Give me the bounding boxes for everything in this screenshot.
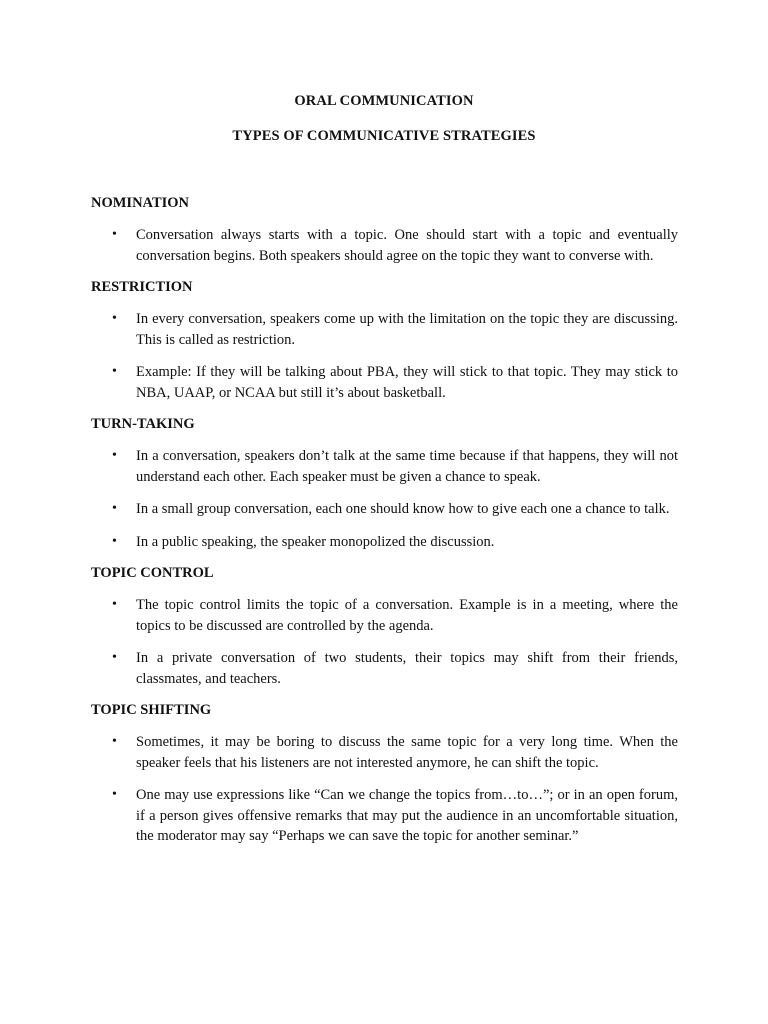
- document-title: ORAL COMMUNICATION: [294, 93, 474, 109]
- bullet-icon: •: [112, 501, 117, 516]
- section-heading: TURN-TAKING: [91, 416, 195, 432]
- bullet-text: In a public speaking, the speaker monopolized the discussion.: [136, 533, 495, 550]
- section-turn-taking: [91, 415, 678, 552]
- bullet-text: Sometimes, it may be boring to discuss the same topic for a very long time. When the speaker feels that his listeners are not interested anymore, he can shift the topic.: [136, 734, 678, 771]
- bullet-item: [91, 446, 678, 487]
- bullet-text: In a conversation, speakers don’t talk at the same time because if that happens, they will not understand each other. Each speaker must be given a chance to speak.: [136, 448, 678, 485]
- bullet-icon: •: [112, 227, 117, 242]
- bullet-text: One may use expressions like “Can we change the topics from…to…”; or in an open forum, if a person gives offensive remarks that may put the audience in an uncomfortable situation, the moderator may say “Perhaps we can save the topic for another seminar.”: [136, 787, 678, 844]
- section-heading: TOPIC SHIFTING: [91, 702, 212, 718]
- bullet-text: In every conversation, speakers come up with the limitation on the topic they are discussing. This is called as restriction.: [136, 311, 678, 348]
- bullet-list: [91, 225, 678, 266]
- section-nomination: [91, 194, 678, 266]
- bullet-item: [91, 648, 678, 689]
- bullet-item: [91, 309, 678, 350]
- section-heading: TOPIC CONTROL: [91, 565, 214, 581]
- bullet-icon: •: [112, 364, 117, 379]
- bullet-item: [91, 732, 678, 773]
- bullet-icon: •: [112, 787, 117, 802]
- bullet-item: [91, 499, 678, 520]
- section-restriction: [91, 278, 678, 403]
- bullet-text: Conversation always starts with a topic. One should start with a topic and eventually conversation begins. Both speakers should agree on the topic they want to converse with.: [136, 227, 678, 264]
- document-body: [91, 194, 678, 859]
- bullet-list: [91, 446, 678, 552]
- bullet-item: [91, 225, 678, 266]
- bullet-icon: •: [112, 734, 117, 749]
- bullet-text: The topic control limits the topic of a conversation. Example is in a meeting, where the topics to be discussed are controlled by the agenda.: [136, 597, 678, 634]
- bullet-list: [91, 595, 678, 689]
- bullet-text: In a small group conversation, each one should know how to give each one a chance to talk.: [136, 501, 670, 517]
- bullet-text: Example: If they will be talking about PBA, they will stick to that topic. They may stick to NBA, UAAP, or NCAA but still it’s about basketball.: [136, 364, 678, 401]
- bullet-icon: •: [112, 311, 117, 326]
- section-heading: NOMINATION: [91, 195, 190, 211]
- bullet-icon: •: [112, 650, 117, 665]
- bullet-icon: •: [112, 448, 117, 463]
- bullet-item: [91, 785, 678, 847]
- section-heading: RESTRICTION: [91, 279, 193, 295]
- document-subtitle: TYPES OF COMMUNICATIVE STRATEGIES: [232, 128, 536, 144]
- section-topic-shifting: [91, 701, 678, 847]
- bullet-text: In a private conversation of two students, their topics may shift from their friends, classmates, and teachers.: [136, 650, 678, 687]
- bullet-item: [91, 532, 678, 553]
- bullet-icon: •: [112, 533, 117, 549]
- bullet-list: [91, 309, 678, 403]
- bullet-item: [91, 595, 678, 636]
- bullet-item: [91, 362, 678, 403]
- bullet-icon: •: [112, 597, 117, 612]
- bullet-list: [91, 732, 678, 847]
- section-topic-control: [91, 564, 678, 689]
